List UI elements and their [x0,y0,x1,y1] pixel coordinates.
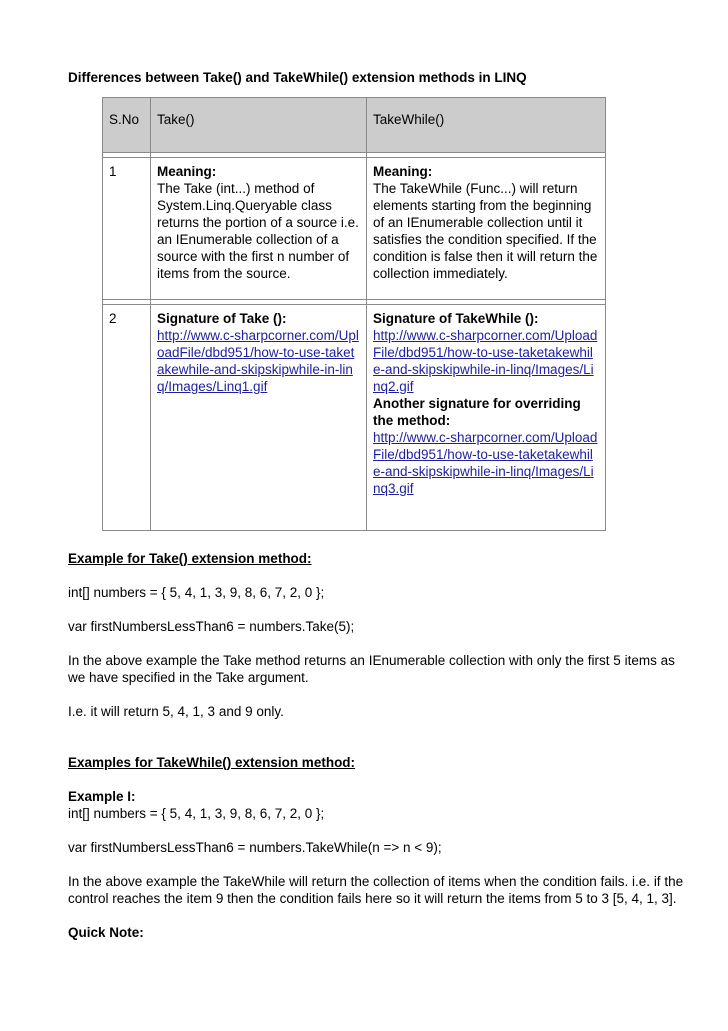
header-take: Take() [151,98,367,153]
row2-take-cell [151,305,367,531]
comparison-table [102,97,606,531]
row2-take-label: Signature of Take (): [157,311,287,326]
header-sno: S.No [103,98,151,153]
take-example-heading: Example for Take() extension method: [68,551,312,566]
take-code-line-1: int[] numbers = { 5, 4, 1, 3, 9, 8, 6, 7, 2, 0 }; [68,585,325,600]
row1-takewhile-text: The TakeWhile (Func...) will return elements starting from the beginning of an IEnumerable collection until it satisfies the condition specified. If the condition is false then it will return the collection immediately. [373,181,598,281]
takewhile-example-heading: Examples for TakeWhile() extension method: [68,755,356,770]
row2-takewhile-cell [367,305,606,531]
take-code-line-2: var firstNumbersLessThan6 = numbers.Take(5); [68,619,355,634]
take-signature-link[interactable]: http://www.c-sharpcorner.com/UploadFile/dbd951/how-to-use-taketakewhile-and-skipskipwhile-in-linq/Images/Linq1.gif [157,328,359,394]
row1-take-cell [151,158,367,300]
document-title: Differences between Take() and TakeWhile() extension methods in LINQ [68,70,527,85]
takewhile-signature-link[interactable]: http://www.c-sharpcorner.com/UploadFile/dbd951/how-to-use-taketakewhile-and-skipskipwhile-in-linq/Images/Linq2.gif [373,328,598,394]
take-explanation: In the above example the Take method returns an IEnumerable collection with only the first 5 items as we have specified in the Take argument. [68,653,675,685]
quick-note-heading: Quick Note: [68,925,144,940]
takewhile-example-label: Example I: [68,789,136,804]
takewhile-explanation: In the above example the TakeWhile will return the collection of items when the condition fails. i.e. if the control reaches the item 9 then the condition fails here so it will return the items from 5 to 3 [5, 4, 1, 3]. [68,874,684,906]
row1-take-text: The Take (int...) method of System.Linq.Queryable class returns the portion of a source i.e. an IEnumerable collection of a source with the first n number of items from the source. [157,181,359,281]
row1-sno: 1 [103,158,151,300]
row1-takewhile-label: Meaning: [373,164,433,179]
row2-sno: 2 [103,305,151,531]
row1-takewhile-cell [367,158,606,300]
take-result: I.e. it will return 5, 4, 1, 3 and 9 only. [68,704,284,719]
table-row [103,305,606,531]
takewhile-code-line-2: var firstNumbersLessThan6 = numbers.TakeWhile(n => n < 9); [68,840,442,855]
row1-take-label: Meaning: [157,164,217,179]
document-body [68,550,688,941]
table-header-row [103,98,606,153]
row2-takewhile-label: Signature of TakeWhile (): [373,311,539,326]
table-row [103,158,606,300]
header-takewhile: TakeWhile() [367,98,606,153]
takewhile-code-line-1: int[] numbers = { 5, 4, 1, 3, 9, 8, 6, 7, 2, 0 }; [68,806,325,821]
row2-takewhile-label2: Another signature for overriding the method: [373,396,581,428]
takewhile-override-link[interactable]: http://www.c-sharpcorner.com/UploadFile/dbd951/how-to-use-taketakewhile-and-skipskipwhile-in-linq/Images/Linq3.gif [373,430,598,496]
